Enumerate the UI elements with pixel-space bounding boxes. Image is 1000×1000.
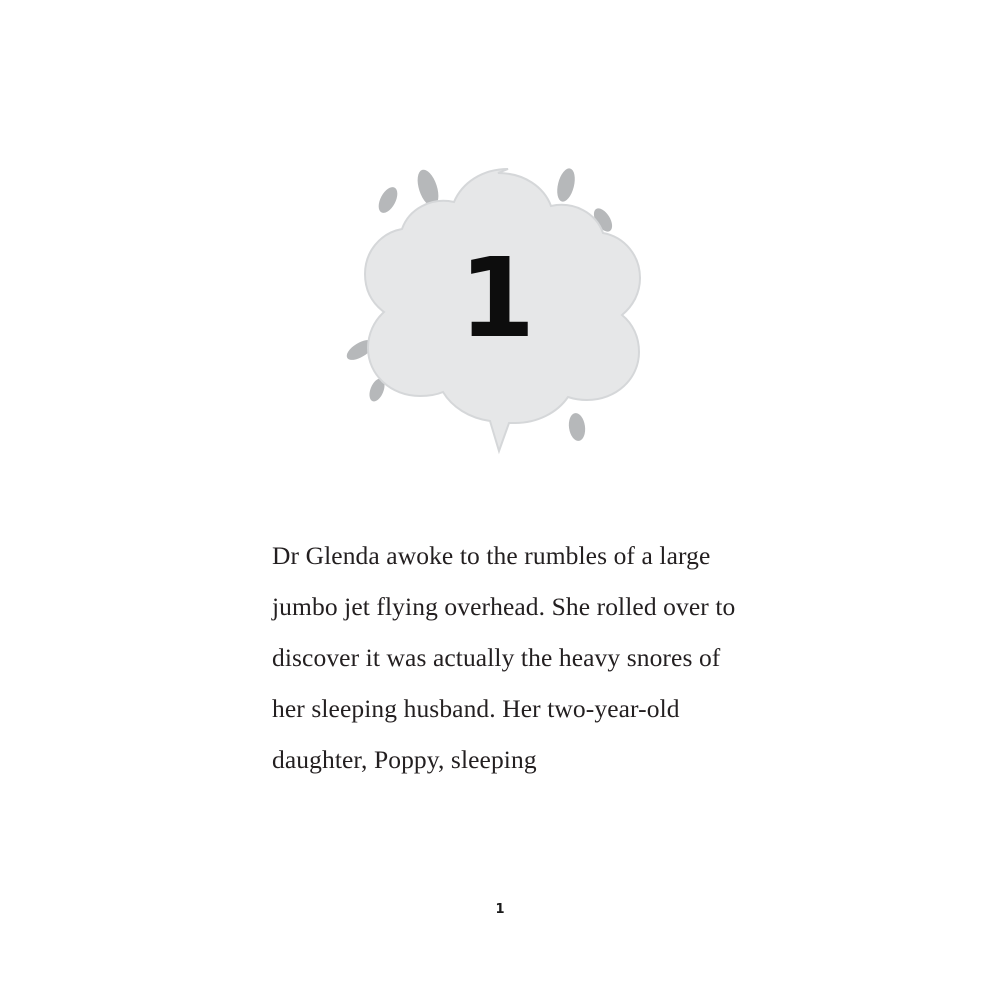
chapter-number-text: 1 <box>458 234 534 362</box>
page-footer <box>0 900 1000 918</box>
page-number: 1 <box>495 902 505 917</box>
body-text-block <box>272 530 742 785</box>
body-paragraph: Dr Glenda awoke to the rumbles of a large jumbo jet flying overhead. She rolled over to discover it was actually the heavy snores of her sleeping husband. Her two-year-old daughter, Poppy, sleeping <box>272 541 736 774</box>
cloud-bubble-icon <box>330 145 670 475</box>
chapter-opening-illustration <box>330 145 670 475</box>
